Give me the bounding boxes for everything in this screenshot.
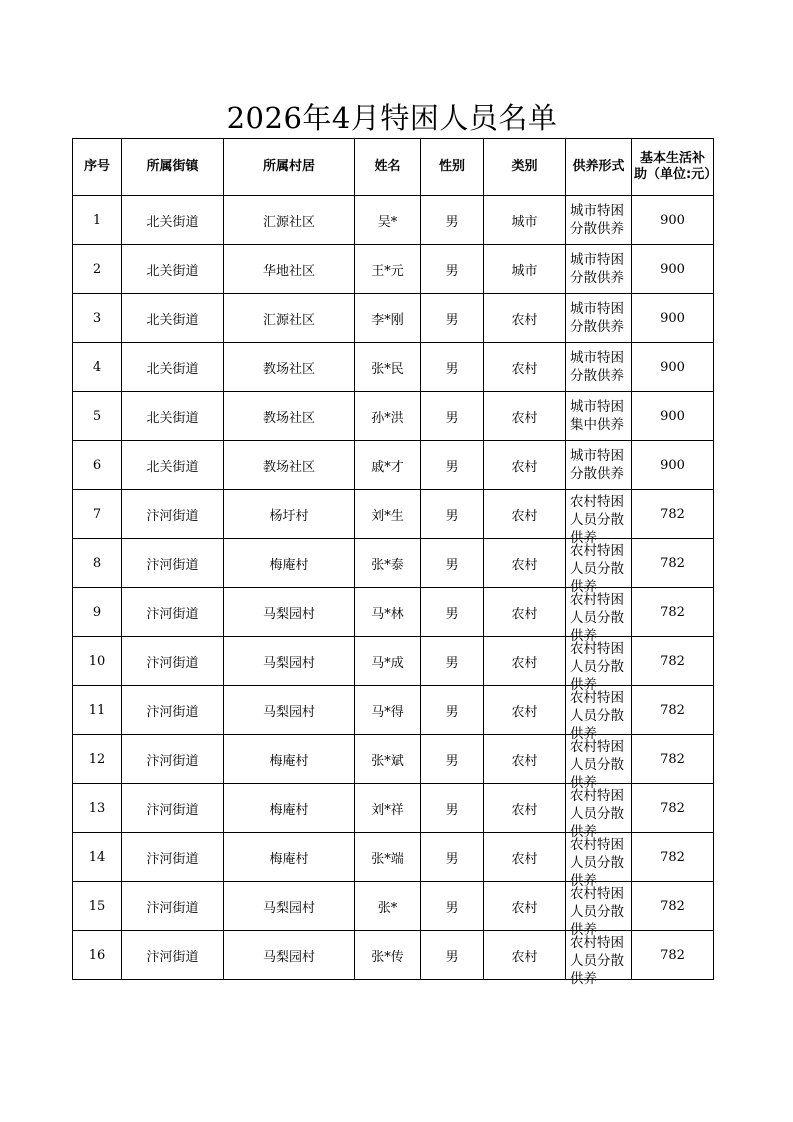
cell-subsidy: 900 — [632, 245, 714, 294]
cell-subsidy: 900 — [632, 294, 714, 343]
header-supply-type: 供养形式 — [566, 139, 632, 196]
cell-supply-type — [566, 539, 632, 595]
cell-seq: 10 — [73, 637, 122, 686]
cell-category: 农村 — [484, 784, 566, 833]
supply-type-text: 城市特困分散供养 — [570, 203, 624, 237]
cell-supply-type — [566, 882, 632, 938]
cell-gender: 男 — [421, 294, 484, 343]
table-row — [73, 686, 714, 735]
cell-community: 梅庵村 — [224, 539, 355, 588]
cell-supply-type — [566, 833, 632, 889]
cell-gender: 男 — [421, 637, 484, 686]
cell-name: 张*端 — [355, 833, 421, 882]
cell-street: 北关街道 — [122, 343, 224, 392]
supply-type-text: 农村特困人员分散供养 — [570, 543, 624, 595]
cell-category: 农村 — [484, 686, 566, 735]
supply-type-text: 农村特困人员分散供养 — [570, 788, 624, 840]
cell-seq: 2 — [73, 245, 122, 294]
cell-seq: 3 — [73, 294, 122, 343]
table-row — [73, 784, 714, 833]
cell-supply-type — [566, 735, 632, 791]
cell-community: 梅庵村 — [224, 784, 355, 833]
supply-type-text: 农村特困人员分散供养 — [570, 935, 624, 987]
table-row — [73, 882, 714, 931]
cell-subsidy: 782 — [632, 882, 714, 931]
supply-type-text: 城市特困分散供养 — [570, 301, 624, 335]
cell-category: 农村 — [484, 833, 566, 882]
cell-supply-type — [566, 637, 632, 693]
cell-seq: 1 — [73, 196, 122, 245]
cell-street: 汴河街道 — [122, 882, 224, 931]
table-row — [73, 490, 714, 539]
cell-category: 农村 — [484, 882, 566, 931]
table-row — [73, 931, 714, 980]
cell-name: 王*元 — [355, 245, 421, 294]
cell-community: 马梨园村 — [224, 637, 355, 686]
cell-supply-type — [566, 294, 632, 343]
cell-subsidy: 900 — [632, 343, 714, 392]
cell-street: 汴河街道 — [122, 637, 224, 686]
cell-seq: 7 — [73, 490, 122, 539]
cell-street: 北关街道 — [122, 441, 224, 490]
cell-name: 吴* — [355, 196, 421, 245]
cell-seq: 13 — [73, 784, 122, 833]
cell-street: 汴河街道 — [122, 588, 224, 637]
cell-category: 农村 — [484, 588, 566, 637]
cell-name: 张*传 — [355, 931, 421, 980]
cell-street: 汴河街道 — [122, 784, 224, 833]
table-row — [73, 637, 714, 686]
header-row — [73, 139, 714, 196]
cell-gender: 男 — [421, 196, 484, 245]
recipient-table — [72, 138, 718, 987]
table-row — [73, 343, 714, 392]
cell-street: 汴河街道 — [122, 735, 224, 784]
cell-seq: 12 — [73, 735, 122, 784]
cell-gender: 男 — [421, 392, 484, 441]
cell-street: 汴河街道 — [122, 833, 224, 882]
cell-gender: 男 — [421, 833, 484, 882]
header-subsidy — [632, 139, 718, 196]
cell-supply-type — [566, 245, 632, 294]
header-category: 类别 — [484, 139, 566, 196]
cell-supply-type — [566, 441, 632, 490]
supply-type-text: 农村特困人员分散供养 — [570, 641, 624, 693]
cell-category: 农村 — [484, 343, 566, 392]
cell-name: 张*民 — [355, 343, 421, 392]
cell-seq: 4 — [73, 343, 122, 392]
cell-supply-type — [566, 588, 632, 644]
cell-name: 孙*洪 — [355, 392, 421, 441]
cell-gender: 男 — [421, 490, 484, 539]
cell-subsidy: 782 — [632, 931, 714, 980]
cell-community: 汇源社区 — [224, 294, 355, 343]
cell-community: 梅庵村 — [224, 735, 355, 784]
table-body — [73, 196, 714, 987]
cell-community: 马梨园村 — [224, 882, 355, 931]
supply-type-text: 农村特困人员分散供养 — [570, 837, 624, 889]
cell-supply-type — [566, 686, 632, 742]
cell-category: 农村 — [484, 931, 566, 980]
cell-street: 北关街道 — [122, 245, 224, 294]
header-subsidy-label: 基本生活补助（单位:元） — [634, 151, 718, 182]
cell-name: 马*林 — [355, 588, 421, 637]
cell-supply-type — [566, 490, 632, 546]
cell-name: 张*泰 — [355, 539, 421, 588]
supply-type-text: 农村特困人员分散供养 — [570, 592, 624, 644]
cell-subsidy: 900 — [632, 196, 714, 245]
cell-seq: 16 — [73, 931, 122, 980]
cell-gender: 男 — [421, 245, 484, 294]
cell-name: 刘*生 — [355, 490, 421, 539]
cell-category: 农村 — [484, 441, 566, 490]
document-title: 2026年4月特困人员名单 — [226, 101, 558, 135]
cell-gender: 男 — [421, 686, 484, 735]
cell-street: 北关街道 — [122, 392, 224, 441]
table-row — [73, 833, 714, 882]
cell-seq: 11 — [73, 686, 122, 735]
cell-category: 城市 — [484, 196, 566, 245]
cell-gender: 男 — [421, 931, 484, 980]
cell-street: 汴河街道 — [122, 539, 224, 588]
cell-seq: 14 — [73, 833, 122, 882]
cell-community: 汇源社区 — [224, 196, 355, 245]
table-row — [73, 392, 714, 441]
table-row — [73, 196, 714, 245]
cell-community: 马梨园村 — [224, 686, 355, 735]
cell-name: 刘*祥 — [355, 784, 421, 833]
cell-subsidy: 782 — [632, 637, 714, 686]
table-row — [73, 735, 714, 784]
cell-subsidy: 782 — [632, 490, 714, 539]
cell-category: 农村 — [484, 490, 566, 539]
cell-street: 汴河街道 — [122, 490, 224, 539]
cell-category: 农村 — [484, 637, 566, 686]
cell-category: 农村 — [484, 392, 566, 441]
cell-name: 张* — [355, 882, 421, 931]
cell-community: 梅庵村 — [224, 833, 355, 882]
cell-seq: 9 — [73, 588, 122, 637]
cell-subsidy: 782 — [632, 539, 714, 588]
cell-gender: 男 — [421, 588, 484, 637]
supply-type-text: 城市特困分散供养 — [570, 252, 624, 286]
cell-subsidy: 782 — [632, 833, 714, 882]
cell-subsidy: 782 — [632, 784, 714, 833]
header-gender: 性别 — [421, 139, 484, 196]
supply-type-text: 农村特困人员分散供养 — [570, 739, 624, 791]
cell-supply-type — [566, 196, 632, 245]
cell-name: 马*成 — [355, 637, 421, 686]
cell-name: 张*斌 — [355, 735, 421, 784]
supply-type-text: 农村特困人员分散供养 — [570, 690, 624, 742]
cell-subsidy: 782 — [632, 588, 714, 637]
table-row — [73, 588, 714, 637]
cell-street: 北关街道 — [122, 196, 224, 245]
supply-type-text: 城市特困集中供养 — [570, 399, 624, 433]
cell-community: 教场社区 — [224, 392, 355, 441]
cell-name: 戚*才 — [355, 441, 421, 490]
header-street: 所属街镇 — [122, 139, 224, 196]
table-row — [73, 441, 714, 490]
cell-seq: 15 — [73, 882, 122, 931]
supply-type-text: 农村特困人员分散供养 — [570, 494, 624, 546]
cell-subsidy: 900 — [632, 392, 714, 441]
cell-category: 农村 — [484, 294, 566, 343]
cell-community: 华地社区 — [224, 245, 355, 294]
table-header — [73, 139, 718, 196]
cell-gender: 男 — [421, 539, 484, 588]
cell-street: 汴河街道 — [122, 686, 224, 735]
cell-seq: 5 — [73, 392, 122, 441]
cell-community: 教场社区 — [224, 343, 355, 392]
header-community: 所属村居 — [224, 139, 355, 196]
cell-street: 汴河街道 — [122, 931, 224, 980]
cell-subsidy: 782 — [632, 686, 714, 735]
cell-seq: 6 — [73, 441, 122, 490]
cell-category: 城市 — [484, 245, 566, 294]
cell-gender: 男 — [421, 784, 484, 833]
cell-category: 农村 — [484, 539, 566, 588]
supply-type-text: 农村特困人员分散供养 — [570, 886, 624, 938]
cell-gender: 男 — [421, 882, 484, 931]
cell-community: 马梨园村 — [224, 588, 355, 637]
cell-gender: 男 — [421, 441, 484, 490]
table-row — [73, 539, 714, 588]
cell-category: 农村 — [484, 735, 566, 784]
cell-supply-type — [566, 931, 632, 987]
cell-subsidy: 900 — [632, 441, 714, 490]
cell-gender: 男 — [421, 735, 484, 784]
cell-supply-type — [566, 784, 632, 840]
supply-type-text: 城市特困分散供养 — [570, 448, 624, 482]
cell-name: 李*刚 — [355, 294, 421, 343]
cell-supply-type — [566, 343, 632, 392]
cell-subsidy: 782 — [632, 735, 714, 784]
table-row — [73, 294, 714, 343]
header-name: 姓名 — [355, 139, 421, 196]
table-row — [73, 245, 714, 294]
cell-community: 杨圩村 — [224, 490, 355, 539]
supply-type-text: 城市特困分散供养 — [570, 350, 624, 384]
cell-supply-type — [566, 392, 632, 441]
cell-community: 教场社区 — [224, 441, 355, 490]
cell-community: 马梨园村 — [224, 931, 355, 980]
cell-name: 马*得 — [355, 686, 421, 735]
header-seq: 序号 — [73, 139, 122, 196]
cell-gender: 男 — [421, 343, 484, 392]
cell-seq: 8 — [73, 539, 122, 588]
cell-street: 北关街道 — [122, 294, 224, 343]
